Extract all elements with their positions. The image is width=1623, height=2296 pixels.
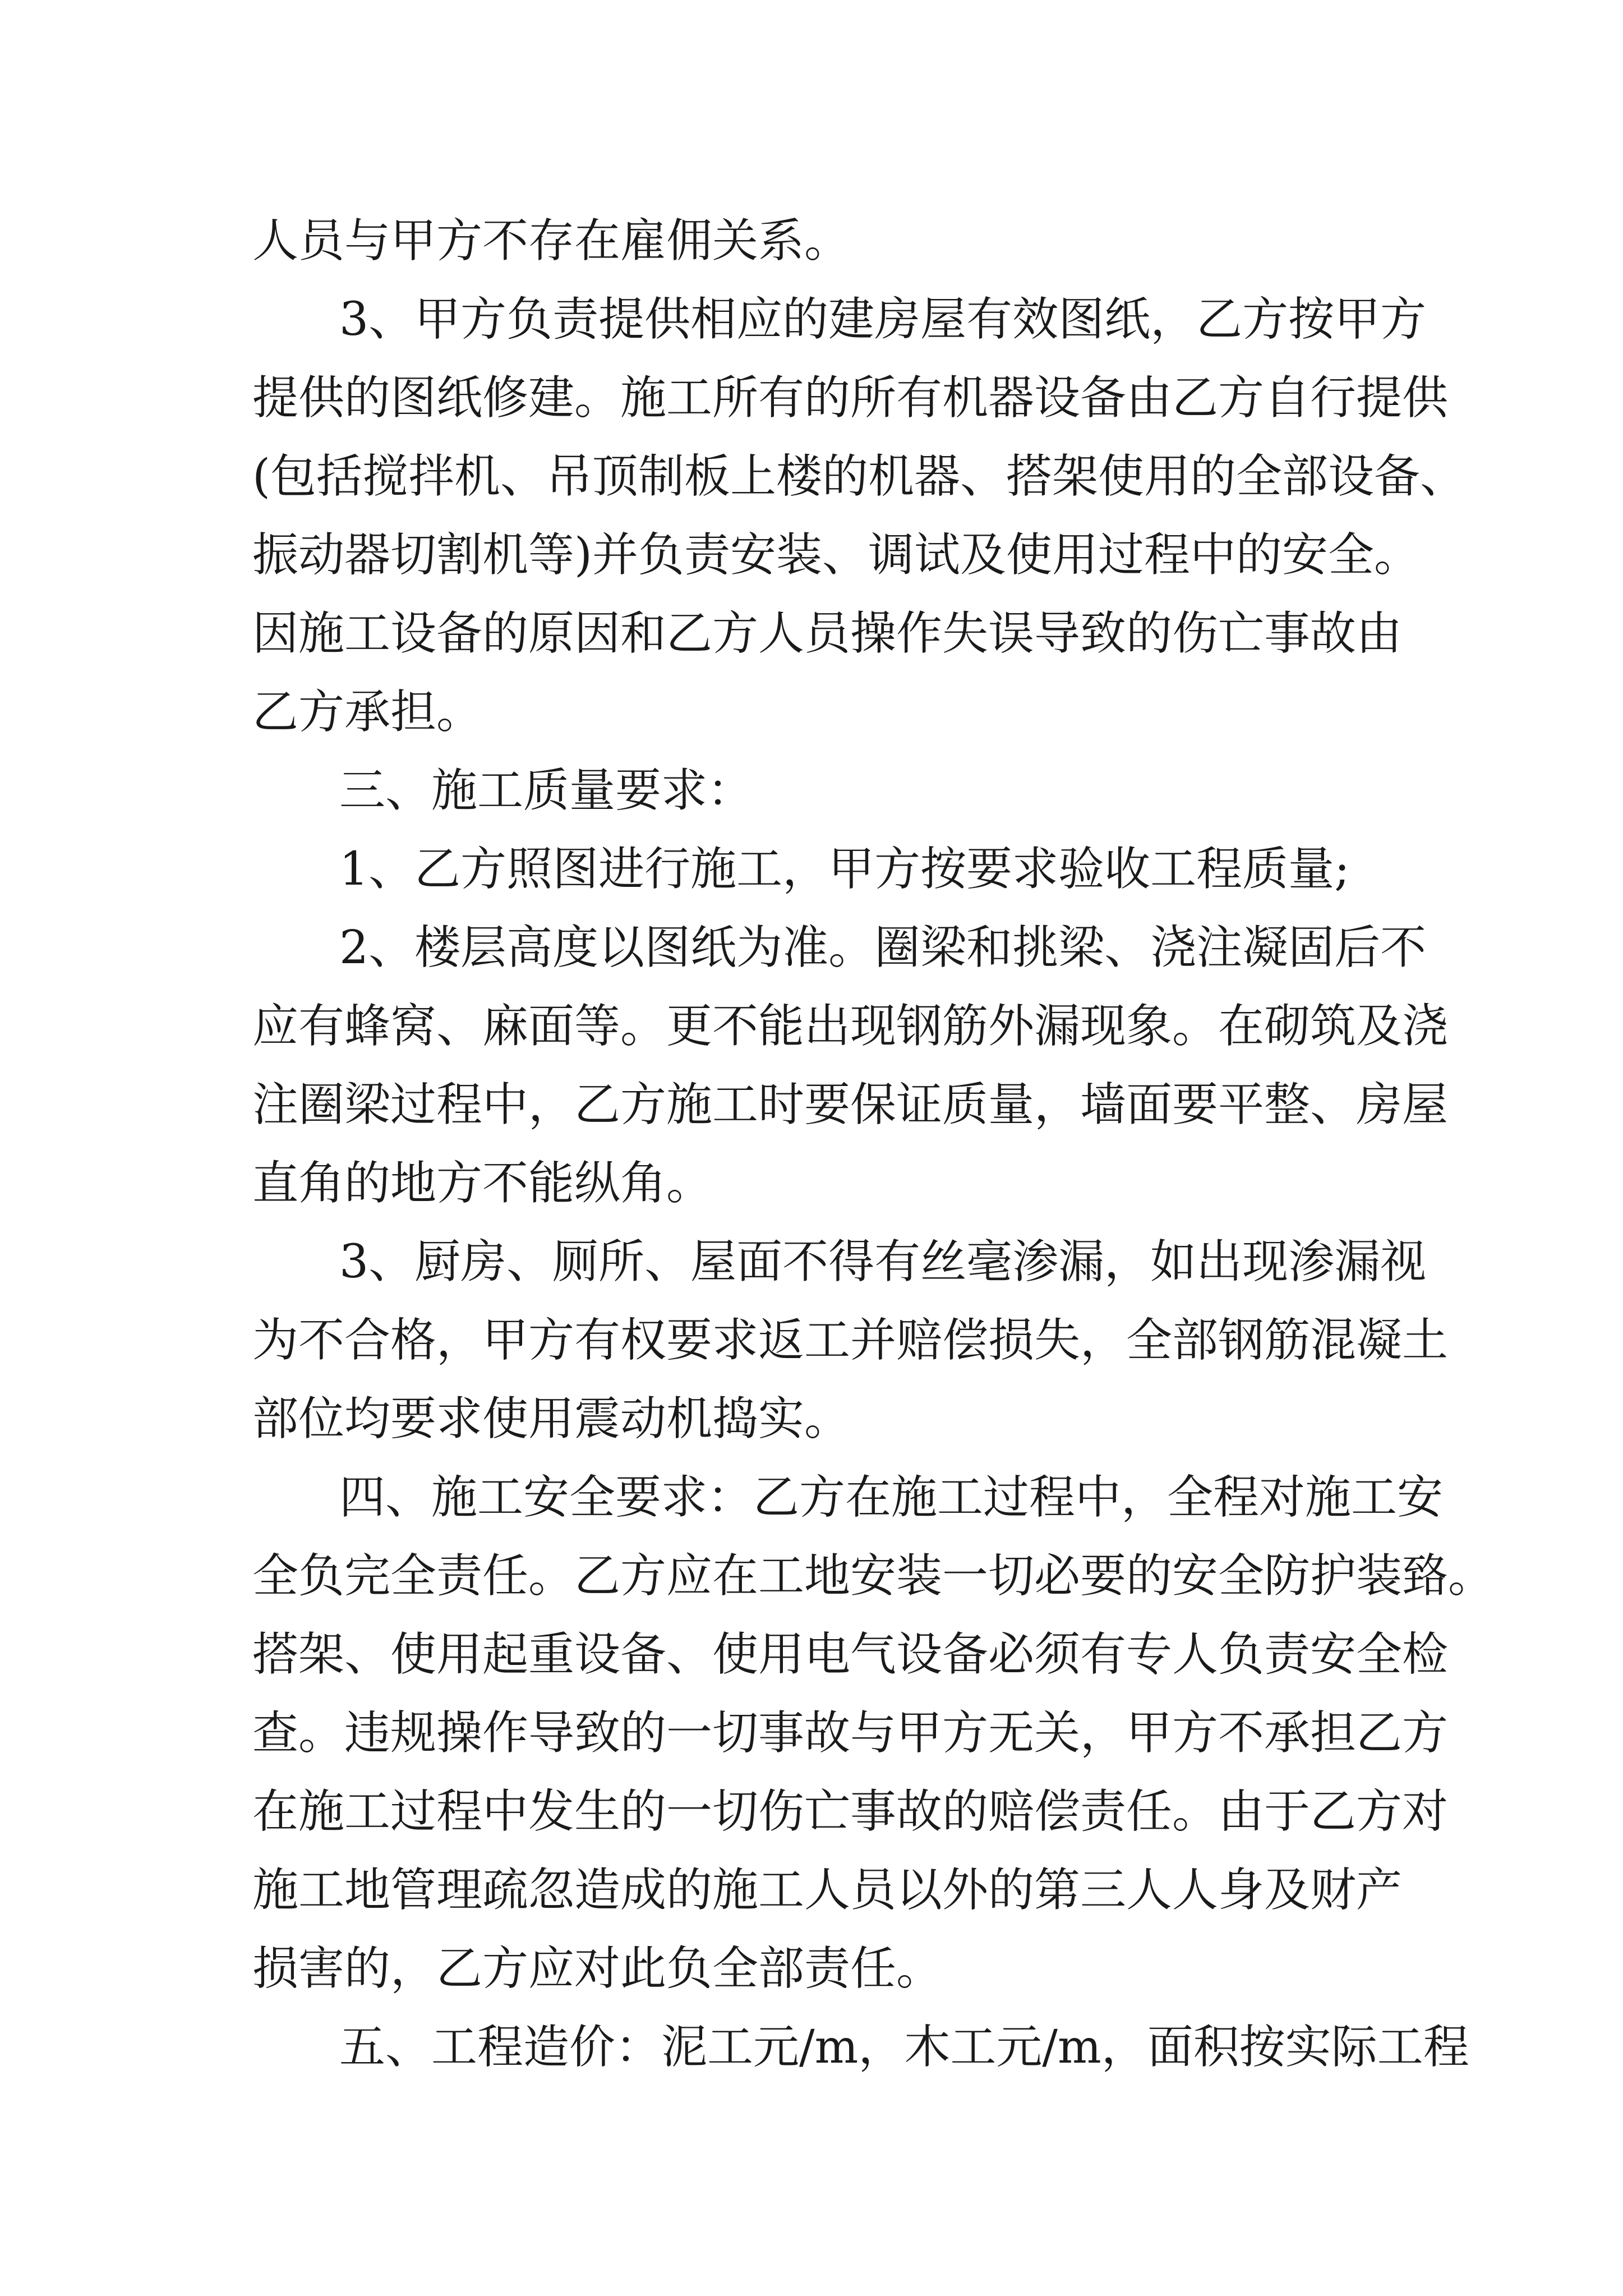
text-line: 全负完全责任。乙方应在工地安装一切必要的安全防护装臵。: [252, 1549, 1495, 1603]
text-line: 注圈梁过程中，乙方施工时要保证质量，墙面要平整、房屋: [252, 1078, 1449, 1131]
section-heading-quality: [252, 752, 1391, 830]
text-line: 振动器切割机等)并负责安装、调试及使用过程中的安全。: [252, 528, 1420, 582]
text-line: 提供的图纸修建。施工所有的所有机器设备由乙方自行提供: [252, 371, 1449, 425]
text-line: 五、工程造价：泥工元/m，木工元/m，面积按实际工程: [339, 2021, 1469, 2074]
text-line: 1、乙方照图进行施工，甲方按要求验收工程质量;: [339, 843, 1350, 896]
text-line: 因施工设备的原因和乙方人员操作失误导致的伤亡事故由: [252, 607, 1403, 660]
paragraph-section-5-cost: [252, 2008, 1469, 2087]
text-line: 直角的地方不能纵角。: [252, 1157, 713, 1210]
text-line: 施工地管理疏忽造成的施工人员以外的第三人人身及财产: [252, 1864, 1403, 1917]
text-line: 查。违规操作导致的一切事故与甲方无关，甲方不承担乙方: [252, 1706, 1449, 1760]
text-line: 乙方承担。: [252, 685, 483, 739]
text-line: 为不合格，甲方有权要求返工并赔偿损失，全部钢筋混凝土: [252, 1314, 1449, 1367]
text-line: 损害的，乙方应对此负全部责任。: [252, 1942, 943, 1995]
text-line: 3、甲方负责提供相应的建房屋有效图纸，乙方按甲方: [339, 293, 1427, 346]
paragraph-section-4-safety: [252, 1458, 1495, 2008]
text-line: 搭架、使用起重设备、使用电气设备必须有专人负责安全检: [252, 1628, 1449, 1681]
paragraph-quality-1: [252, 830, 1391, 909]
paragraph-quality-3: [252, 1223, 1449, 1458]
document-body: [252, 202, 1495, 2087]
text-line: 2、楼层高度以图纸为准。圈梁和挑梁、浇注凝固后不: [339, 921, 1427, 974]
text-line: 四、施工安全要求：乙方在施工过程中，全程对施工安: [339, 1471, 1444, 1524]
text-line: 在施工过程中发生的一切伤亡事故的赔偿责任。由于乙方对: [252, 1785, 1449, 1838]
paragraph-employment: [252, 202, 1391, 280]
text-line: 部位均要求使用震动机捣实。: [252, 1392, 851, 1446]
text-line: 人员与甲方不存在雇佣关系。: [252, 214, 851, 268]
text-line: 三、施工质量要求：: [339, 764, 754, 817]
text-line: (包括搅拌机、吊顶制板上楼的机器、搭架使用的全部设备、: [252, 450, 1466, 503]
paragraph-item-3-drawings: [252, 280, 1466, 752]
text-line: 3、厨房、厕所、屋面不得有丝毫渗漏，如出现渗漏视: [339, 1235, 1427, 1289]
text-line: 应有蜂窝、麻面等。更不能出现钢筋外漏现象。在砌筑及浇: [252, 1000, 1449, 1053]
paragraph-quality-2: [252, 909, 1449, 1223]
